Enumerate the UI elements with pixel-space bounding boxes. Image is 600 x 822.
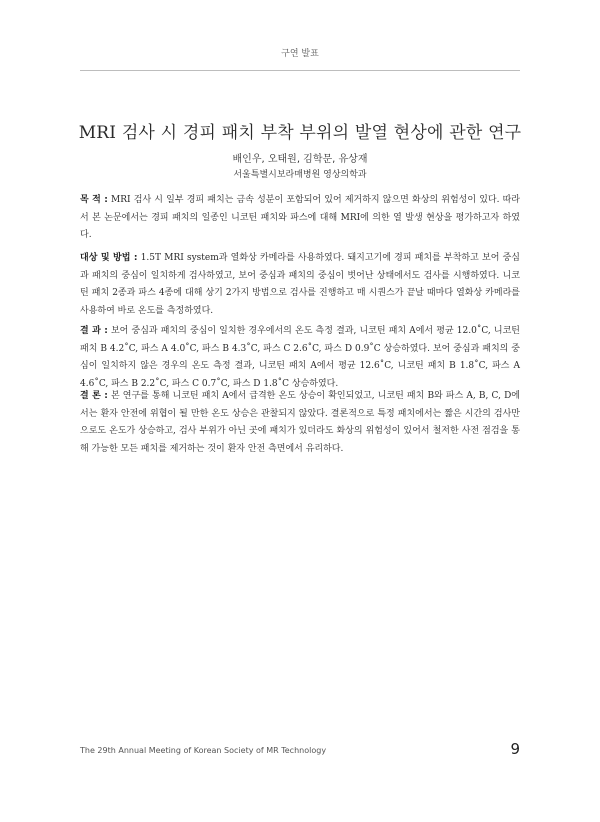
page-number: 9 bbox=[510, 740, 520, 758]
section-results-text: 보어 중심과 패치의 중심이 일치한 경우에서의 온도 측정 결과, 니코틴 패치 A에서 평균 12.0˚C, 니코틴 패치 B 4.2˚C, 파스 A 4.0˚C, 파스 B 4.3˚C, 파스 C 2.6˚C, 파스 D 0.9˚C 상승하였다. 보어 중심과 패치의 중심이 일치하지 않은 경우의 온도 측정 결과, 니코틴 패치 A에서 평균 12.6˚C, 니코틴 패치 B 1.8˚C, 파스 A 4.6˚C, 파스 B 2.2˚C, 파스 C 0.7˚C, 파스 D 1.8˚C 상승하였다. bbox=[80, 326, 520, 389]
running-header: 구연 발표 bbox=[281, 49, 319, 59]
author-list: 배인우, 오태원, 김학문, 유상재 bbox=[232, 154, 368, 165]
section-results bbox=[80, 323, 520, 393]
affiliation: 서울특별시보라매병원 영상의학과 bbox=[233, 170, 367, 180]
section-methods bbox=[80, 250, 520, 320]
section-purpose-label: 목 적 : bbox=[80, 195, 108, 205]
section-conclusion-text: 본 연구를 통해 니코틴 패치 A에서 급격한 온도 상승이 확인되었고, 니코틴 패치 B와 파스 A, B, C, D에서는 환자 안전에 위협이 될 만한 온도 상승은 관찰되지 않았다. 결론적으로 특정 패치에서는 짧은 시간의 검사만으로도 온도가 상승하고, 검사 부위가 아닌 곳에 패치가 있더라도 화상의 위험성이 있어서 철저한 사전 점검을 통해 가능한 모든 패치를 제거하는 것이 환자 안전 측면에서 유리하다. bbox=[80, 391, 520, 454]
section-methods-body bbox=[80, 250, 520, 320]
paper-title: MRI 검사 시 경피 패치 부착 부위의 발열 현상에 관한 연구 bbox=[78, 123, 522, 143]
section-purpose-text: MRI 검사 시 일부 경피 패치는 금속 성분이 포함되어 있어 제거하지 않으면 화상의 위험성이 있다. 따라서 본 논문에서는 경피 패치의 일종인 니코틴 패치와 파스에 대해 MRI에 의한 열 발생 현상을 평가하고자 하였다. bbox=[80, 195, 520, 240]
section-methods-label: 대상 및 방법 : bbox=[80, 253, 138, 263]
section-purpose-body bbox=[80, 192, 520, 245]
section-purpose bbox=[80, 192, 520, 245]
header-divider bbox=[80, 70, 520, 71]
section-results-body bbox=[80, 323, 520, 393]
section-results-label: 결 과 : bbox=[80, 326, 108, 336]
footer-meeting-name: The 29th Annual Meeting of Korean Society of MR Technology bbox=[80, 746, 327, 755]
section-conclusion-body bbox=[80, 388, 520, 458]
section-conclusion bbox=[80, 388, 520, 458]
section-conclusion-label: 결 론 : bbox=[80, 391, 108, 401]
section-methods-text: 1.5T MRI system과 열화상 카메라를 사용하였다. 돼지고기에 경피 패치를 부착하고 보어 중심과 패치의 중심이 일치하게 검사하였고, 보어 중심과 패치의 중심이 벗어난 상태에서도 검사를 시행하였다. 니코틴 패치 2종과 파스 4종에 대해 상기 2가지 방법으로 검사를 진행하고 매 시퀀스가 끝날 때마다 열화상 카메라를 사용하여 바로 온도를 측정하였다. bbox=[80, 253, 520, 316]
